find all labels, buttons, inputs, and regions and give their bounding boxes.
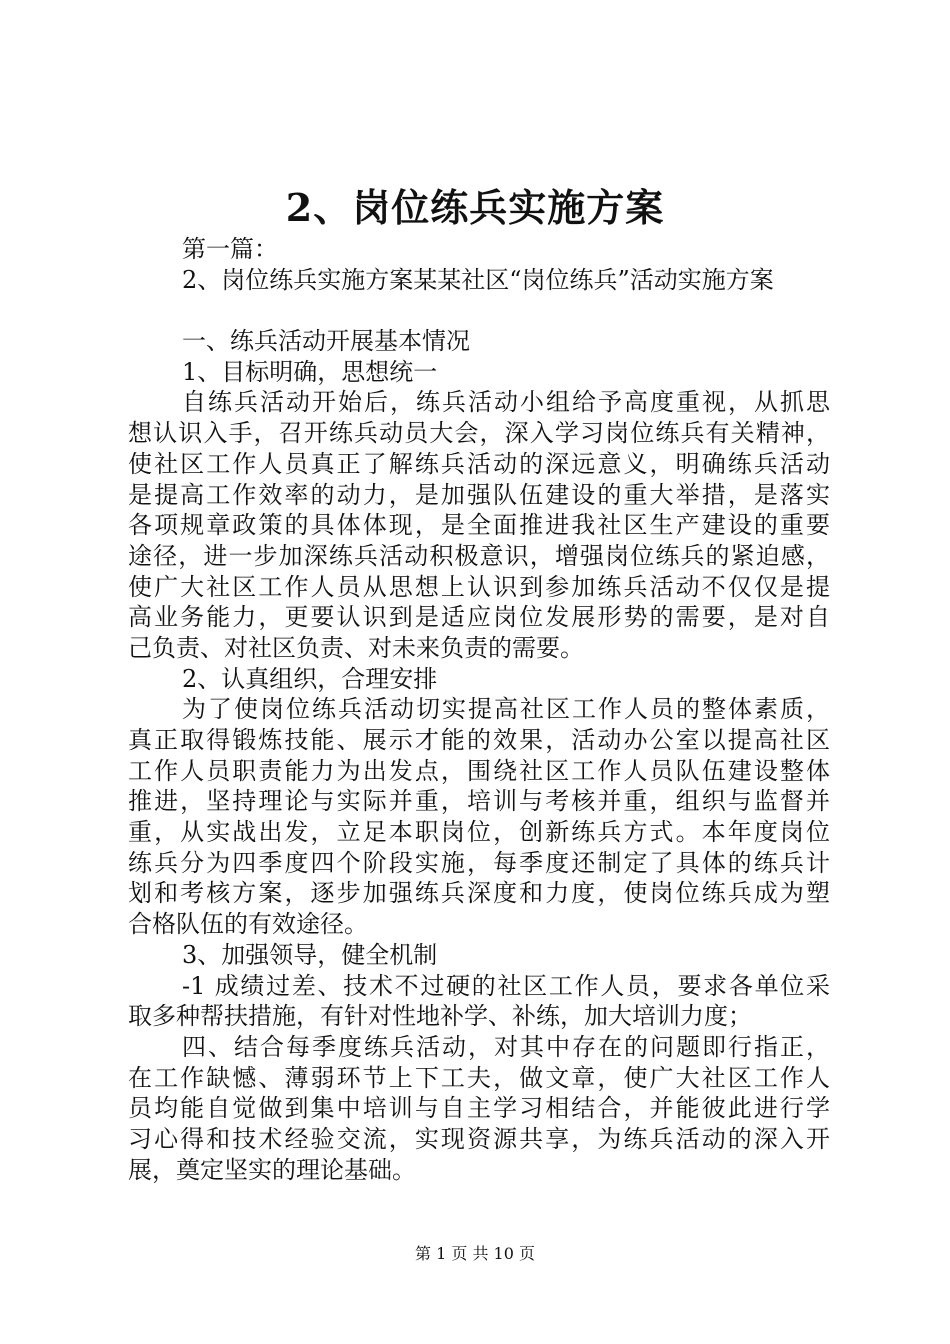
subtitle-line: 2、岗位练兵实施方案某某社区“岗位练兵”活动实施方案: [182, 265, 774, 294]
paragraph-line: 在工作缺憾、薄弱环节上下工夫，做文章，使广大社区工作人: [128, 1063, 830, 1092]
paragraph-line: 四、结合每季度练兵活动，对其中存在的问题即行指正，: [182, 1032, 830, 1061]
paragraph-line: 习心得和技术经验交流，实现资源共享，为练兵活动的深入开: [128, 1124, 830, 1153]
paragraph-line: 使广大社区工作人员从思想上认识到参加练兵活动不仅仅是提: [128, 572, 830, 601]
subheading-1: 1、目标明确，思想统一: [182, 357, 438, 386]
paragraph-line: 真正取得锻炼技能、展示才能的效果，活动办公室以提高社区: [128, 726, 830, 754]
paragraph-line: 工作人员职责能力为出发点，围绕社区工作人员队伍建设整体: [128, 756, 830, 785]
paragraph-line: 想认识入手，召开练兵动员大会，深入学习岗位练兵有关精神，: [128, 419, 830, 448]
section-label: 第一篇：: [182, 235, 278, 263]
paragraph-line: 重，从实战出发，立足本职岗位，创新练兵方式。本年度岗位: [128, 818, 830, 847]
subheading-2: 2、认真组织，合理安排: [182, 664, 438, 693]
paragraph-line: 练兵分为四季度四个阶段实施，每季度还制定了具体的练兵计: [128, 848, 830, 877]
paragraph-line: 是提高工作效率的动力，是加强队伍建设的重大举措，是落实: [128, 480, 830, 509]
paragraph-line: 自练兵活动开始后，练兵活动小组给予高度重视，从抓思: [182, 388, 830, 417]
page-number: 第 1 页 共 10 页: [415, 1244, 535, 1263]
subheading-3: 3、加强领导，健全机制: [182, 940, 438, 969]
paragraph-line: -1 成绩过差、技术不过硬的社区工作人员，要求各单位采: [182, 971, 830, 1000]
document-title: 2、岗位练兵实施方案: [285, 185, 665, 230]
paragraph-line: 取多种帮扶措施，有针对性地补学、补练，加大培训力度；: [128, 1002, 752, 1031]
paragraph-line: 合格队伍的有效途径。: [128, 910, 368, 939]
paragraph-line: 为了使岗位练兵活动切实提高社区工作人员的整体素质，: [182, 695, 830, 724]
paragraph-line: 途径，进一步加深练兵活动积极意识，增强岗位练兵的紧迫感，: [128, 541, 830, 570]
paragraph-line: 员均能自觉做到集中培训与自主学习相结合，并能彼此进行学: [128, 1094, 830, 1123]
paragraph-line: 使社区工作人员真正了解练兵活动的深远意义，明确练兵活动: [128, 449, 830, 478]
paragraph-line: 各项规章政策的具体体现，是全面推进我社区生产建设的重要: [128, 511, 830, 540]
document-body: [128, 234, 830, 1185]
heading-1: 一、练兵活动开展基本情况: [182, 327, 470, 356]
paragraph-line: 推进，坚持理论与实际并重，培训与考核并重，组织与监督并: [128, 787, 830, 816]
paragraph-line: 展，奠定坚实的理论基础。: [128, 1155, 416, 1184]
paragraph-line: 高业务能力，更要认识到是适应岗位发展形势的需要，是对自: [128, 603, 830, 632]
paragraph-line: 己负责、对社区负责、对未来负责的需要。: [128, 633, 584, 662]
paragraph-line: 划和考核方案，逐步加强练兵深度和力度，使岗位练兵成为塑: [128, 879, 830, 908]
blank-line: [128, 295, 830, 326]
